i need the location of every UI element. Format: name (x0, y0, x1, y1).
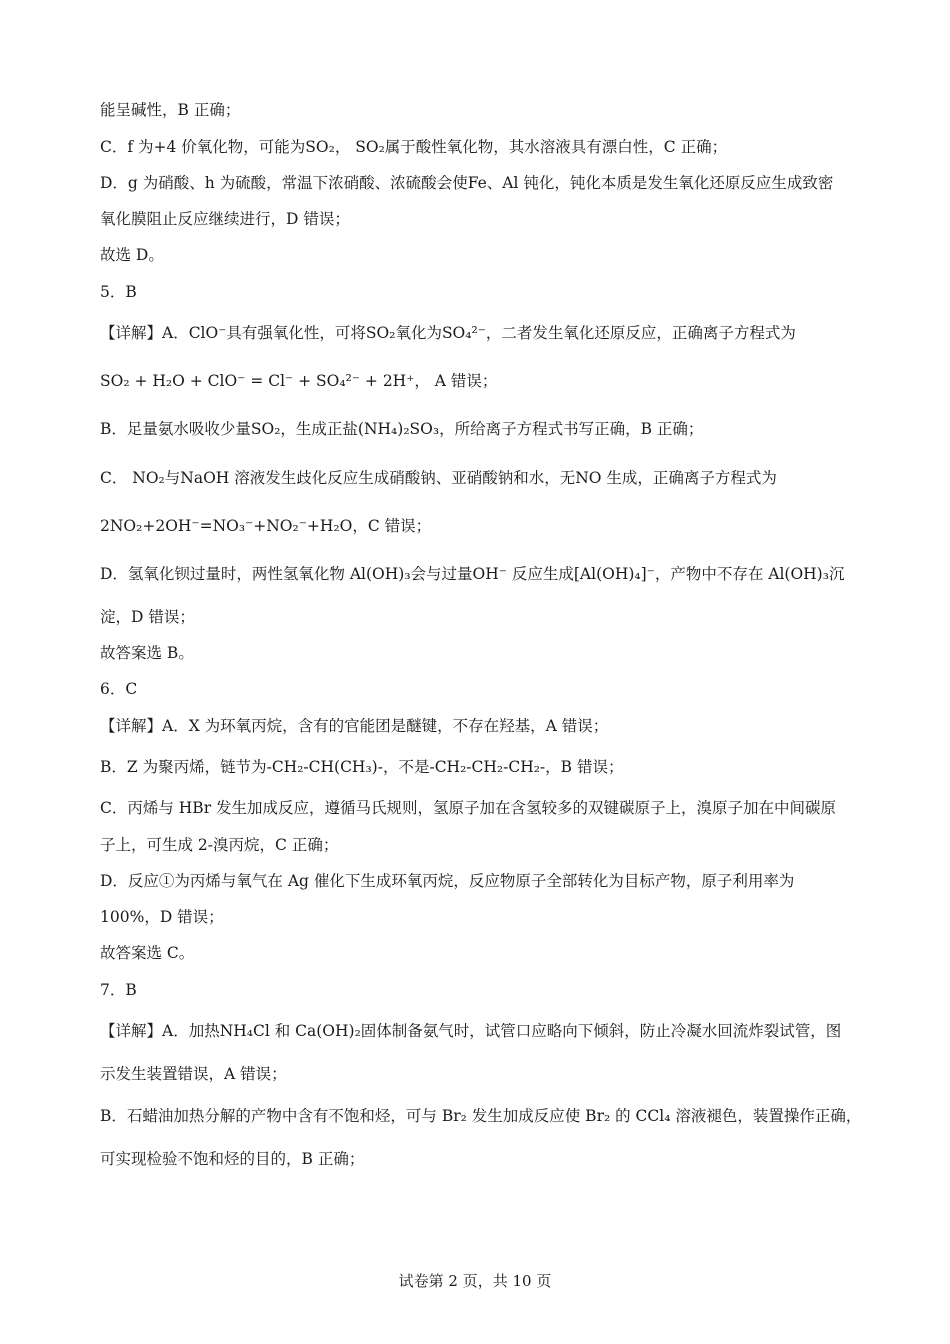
text-line: D．氢氧化钡过量时，两性氢氧化物 Al(OH)₃会与过量OH⁻ 反应生成[Al(OH)₄]⁻，产物中不存在 Al(OH)₃沉 (100, 565, 845, 583)
text-line: 可实现检验不饱和烃的目的，B 正确； (100, 1150, 365, 1168)
text-line: 故选 D。 (100, 246, 164, 264)
text-line: 氧化膜阻止反应继续进行，D 错误； (100, 210, 350, 228)
text-line: 示发生装置错误，A 错误； (100, 1065, 287, 1083)
question-number: 6．C (100, 680, 138, 698)
text-line: C．f 为+4 价氧化物，可能为SO₂， SO₂属于酸性氧化物，其水溶液具有漂白性，C 正确； (100, 138, 728, 156)
question-number: 7．B (100, 981, 137, 999)
text-line: B．石蜡油加热分解的产物中含有不饱和烃，可与 Br₂ 发生加成反应使 Br₂ 的 CCl₄ 溶液褪色，装置操作正确， (100, 1107, 862, 1125)
text-line: C．丙烯与 HBr 发生加成反应，遵循马氏规则，氢原子加在含氢较多的双键碳原子上，溴原子加在中间碳原 (100, 799, 837, 817)
text-line: 能呈碱性，B 正确； (100, 101, 241, 119)
text-line: 子上，可生成 2-溴丙烷，C 正确； (100, 836, 339, 854)
text-line: 【详解】A．ClO⁻具有强氧化性，可将SO₂氧化为SO₄²⁻，二者发生氧化还原反应，正确离子方程式为 (100, 324, 796, 342)
question-number: 5．B (100, 283, 137, 301)
text-line: 淀，D 错误； (100, 608, 195, 626)
text-line: D．g 为硝酸、h 为硫酸，常温下浓硝酸、浓硫酸会使Fe、Al 钝化，钝化本质是发生氧化还原反应生成致密 (100, 174, 834, 192)
text-line: B．Z 为聚丙烯，链节为-CH₂-CH(CH₃)-，不是-CH₂-CH₂-CH₂-，B 错误； (100, 758, 624, 776)
equation-line: 2NO₂+2OH⁻=NO₃⁻+NO₂⁻+H₂O，C 错误； (100, 517, 432, 535)
page-footer: 试卷第 2 页，共 10 页 (398, 1272, 552, 1290)
equation-line: SO₂ + H₂O + ClO⁻ = Cl⁻ + SO₄²⁻ + 2H⁺， A 错误； (100, 372, 498, 390)
text-line: 【详解】A．加热NH₄Cl 和 Ca(OH)₂固体制备氨气时，试管口应略向下倾斜，防止冷凝水回流炸裂试管，图 (100, 1022, 842, 1040)
text-line: 故答案选 C。 (100, 944, 195, 962)
text-line: 【详解】A．X 为环氧丙烷，含有的官能团是醚键，不存在羟基，A 错误； (100, 717, 609, 735)
text-line: 故答案选 B。 (100, 644, 194, 662)
text-line: C． NO₂与NaOH 溶液发生歧化反应生成硝酸钠、亚硝酸钠和水，无NO 生成，正确离子方程式为 (100, 469, 777, 487)
text-line: B．足量氨水吸收少量SO₂，生成正盐(NH₄)₂SO₃，所给离子方程式书写正确，B 正确； (100, 420, 704, 438)
text-line: D．反应①为丙烯与氧气在 Ag 催化下生成环氧丙烷，反应物原子全部转化为目标产物，原子利用率为 (100, 872, 795, 890)
text-line: 100%，D 错误； (100, 908, 224, 926)
